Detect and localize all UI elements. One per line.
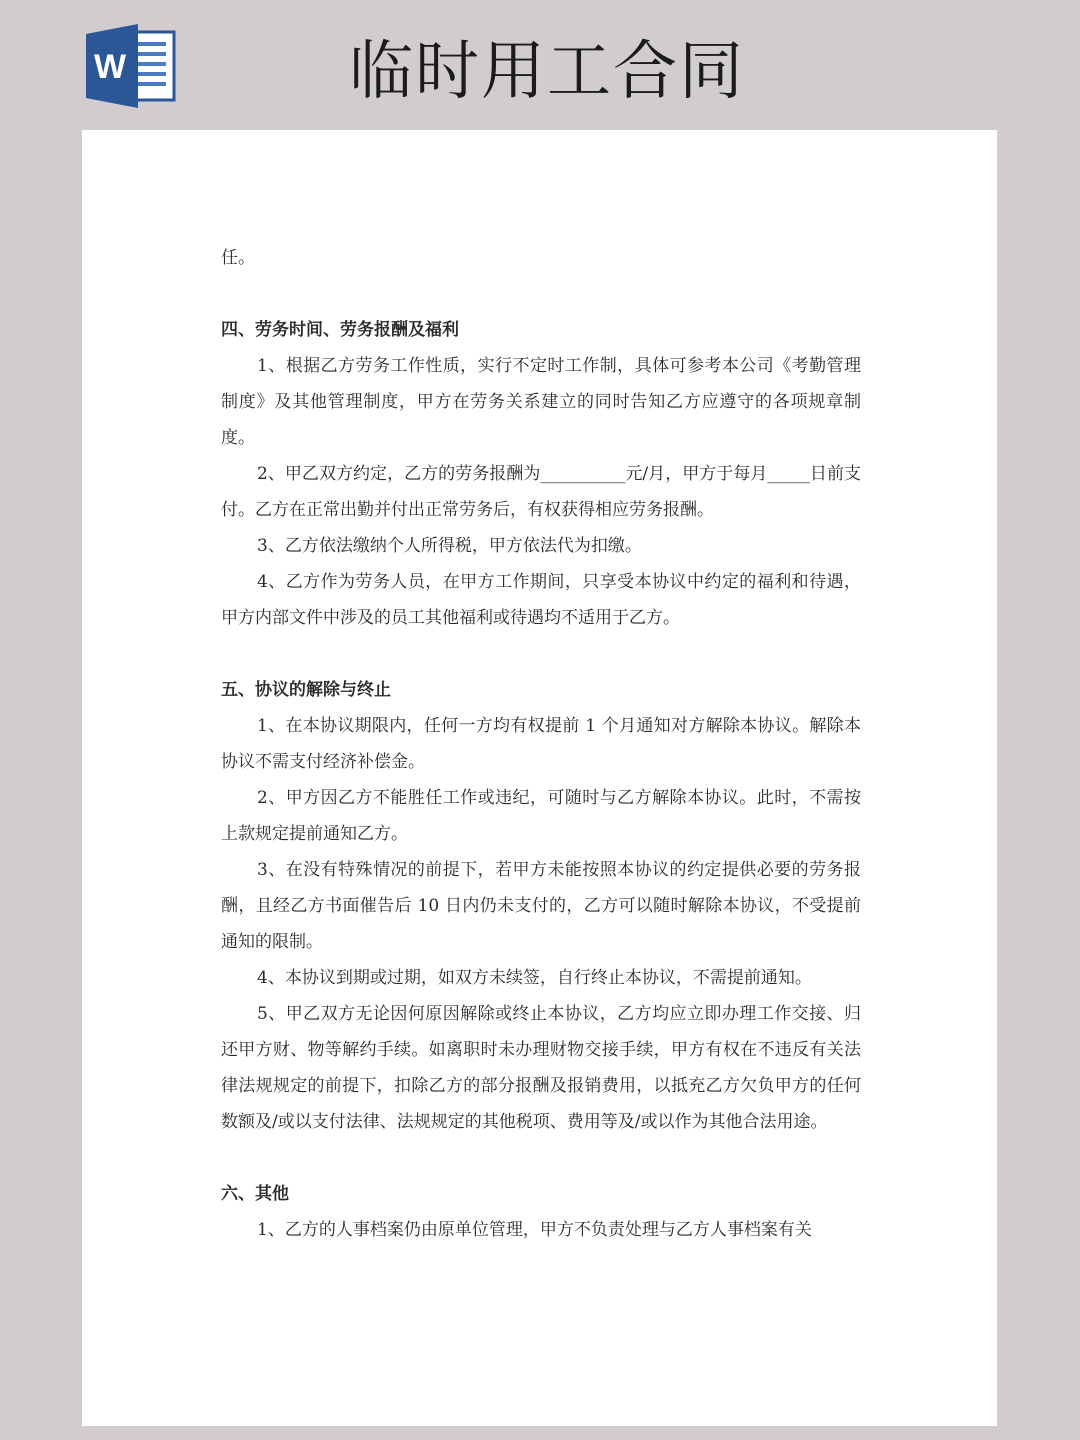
lead-line: 任。 [221,248,255,268]
paragraph: 1、根据乙方劳务工作性质，实行不定时工作制，具体可参考本公司《考勤管理制度》及其他管理制度，甲方在劳务关系建立的同时告知乙方应遵守的各项规章制度。 [221,356,861,448]
paragraph: 1、在本协议期限内，任何一方均有权提前 1 个月通知对方解除本协议。解除本协议不需支付经济补偿金。 [221,716,861,772]
paragraph: 5、甲乙双方无论因何原因解除或终止本协议，乙方均应立即办理工作交接、归还甲方财、物等解约手续。如离职时未办理财物交接手续，甲方有权在不违反有关法律法规规定的前提下，扣除乙方的部分报酬及报销费用，以抵充乙方欠负甲方的任何数额及/或以支付法律、法规规定的其他税项、费用等及/或以作为其他合法用途。 [221,1004,861,1132]
paragraph: 1、乙方的人事档案仍由原单位管理，甲方不负责处理与乙方人事档案有关 [257,1220,812,1240]
document-body [221,240,861,1248]
paragraph: 2、甲乙双方约定，乙方的劳务报酬为__________元/月，甲方于每月_____日前支付。乙方在正常出勤并付出正常劳务后，有权获得相应劳务报酬。 [221,464,861,520]
paragraph: 4、本协议到期或过期，如双方未续签，自行终止本协议，不需提前通知。 [257,968,812,988]
section-heading: 四、劳务时间、劳务报酬及福利 [221,320,459,340]
page-title: 临时用工合同 [349,35,745,109]
header [0,0,1080,130]
paragraph: 2、甲方因乙方不能胜任工作或违纪，可随时与乙方解除本协议。此时，不需按上款规定提前通知乙方。 [221,788,861,844]
section-heading: 五、协议的解除与终止 [221,680,391,700]
paragraph: 4、乙方作为劳务人员，在甲方工作期间，只享受本协议中约定的福利和待遇，甲方内部文件中涉及的员工其他福利或待遇均不适用于乙方。 [221,572,861,628]
paragraph: 3、在没有特殊情况的前提下，若甲方未能按照本协议的约定提供必要的劳务报酬，且经乙方书面催告后 10 日内仍未支付的，乙方可以随时解除本协议，不受提前通知的限制。 [221,860,861,952]
section-heading: 六、其他 [221,1184,289,1204]
paragraph: 3、乙方依法缴纳个人所得税，甲方依法代为扣缴。 [257,536,642,556]
word-icon-letter: W [93,48,127,86]
document-page [82,130,997,1426]
